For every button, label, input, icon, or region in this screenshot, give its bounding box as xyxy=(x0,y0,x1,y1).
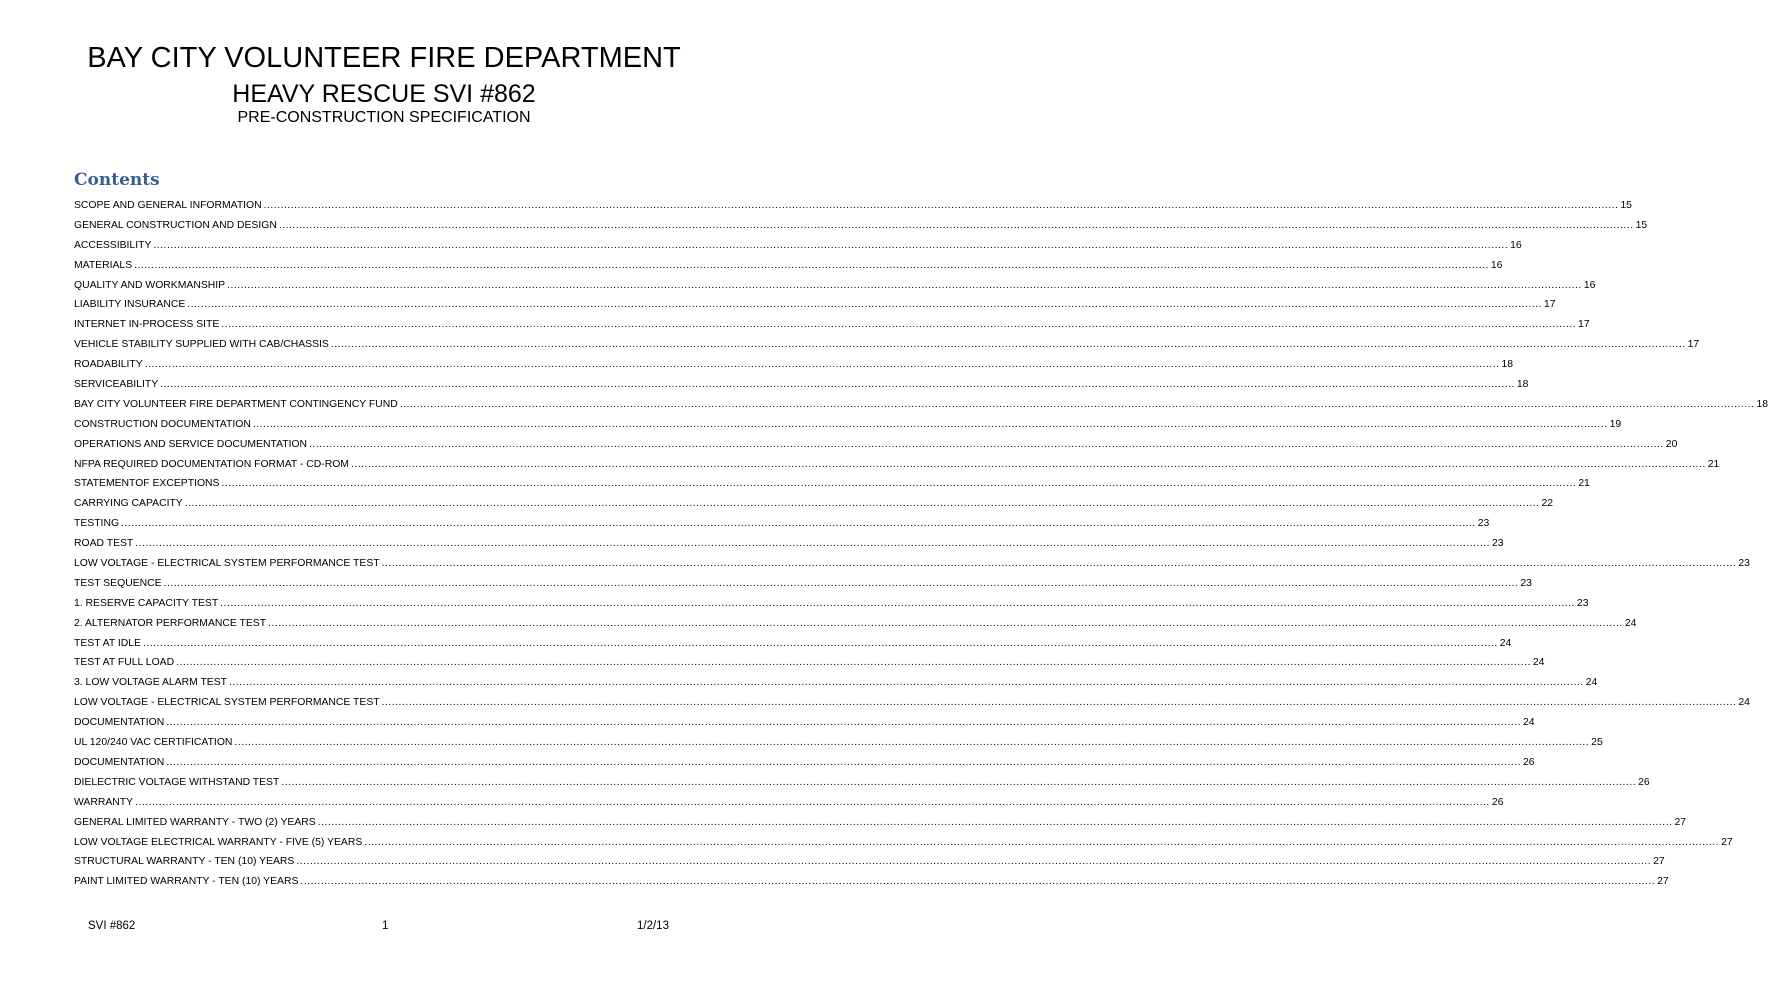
toc-entry-page: 26 xyxy=(1523,756,1535,768)
toc-leader-dots: ................................................................................................................................................................................................................................................................................................................................................................................................................ xyxy=(143,637,1498,649)
toc-entry-page: 22 xyxy=(1541,498,1554,510)
toc-entry[interactable] xyxy=(74,673,1598,693)
toc-entry-label: ACCESSIBILITY xyxy=(74,239,152,251)
toc-entry-page: 23 xyxy=(1576,597,1589,609)
toc-entry-label: WARRANTY xyxy=(74,796,134,808)
toc-leader-dots: ................................................................................................................................................................................................................................................................................................................................................................................................................ xyxy=(184,498,1540,510)
toc-entry-page: 24 xyxy=(1624,617,1637,629)
contents-heading: Contents xyxy=(74,170,160,190)
toc-entry-label: GENERAL CONSTRUCTION AND DESIGN xyxy=(74,219,277,231)
toc-leader-dots: ................................................................................................................................................................................................................................................................................................................................................................................................................ xyxy=(135,538,1491,550)
toc-entry[interactable] xyxy=(74,256,1503,276)
toc-entry-label: 2. ALTERNATOR PERFORMANCE TEST xyxy=(74,617,267,629)
toc-entry-label: SCOPE AND GENERAL INFORMATION xyxy=(74,200,262,211)
toc-entry-page: 27 xyxy=(1721,836,1733,848)
toc-entry[interactable] xyxy=(74,276,1596,296)
toc-entry-page: 18 xyxy=(1516,379,1529,391)
toc-entry-label: STATEMENTOF EXCEPTIONS xyxy=(74,478,220,490)
toc-entry[interactable] xyxy=(74,236,1522,256)
toc-entry-label: OPERATIONS AND SERVICE DOCUMENTATION xyxy=(74,438,308,450)
toc-leader-dots: ................................................................................................................................................................................................................................................................................................................................................................................................................ xyxy=(153,239,1509,251)
toc-leader-dots: ................................................................................................................................................................................................................................................................................................................................................................................................................ xyxy=(252,418,1608,430)
toc-leader-dots: ................................................................................................................................................................................................................................................................................................................................................................................................................ xyxy=(399,398,1755,410)
toc-entry-page: 23 xyxy=(1477,518,1490,530)
toc-entry-page: 18 xyxy=(1756,398,1768,410)
toc-entry-label: PAINT LIMITED WARRANTY - TEN (10) YEARS xyxy=(74,876,299,888)
toc-leader-dots: ................................................................................................................................................................................................................................................................................................................................................................................................................ xyxy=(166,756,1521,768)
toc-entry[interactable] xyxy=(74,693,1750,713)
toc-entry[interactable] xyxy=(74,594,1589,614)
toc-leader-dots: ................................................................................................................................................................................................................................................................................................................................................................................................................ xyxy=(187,299,1543,311)
toc-entry-label: ROADABILITY xyxy=(74,359,143,371)
toc-entry-label: ROAD TEST xyxy=(74,538,134,550)
toc-entry[interactable] xyxy=(74,514,1490,534)
toc-entry-page: 16 xyxy=(1490,259,1503,271)
toc-entry[interactable] xyxy=(74,773,1650,793)
toc-leader-dots: ................................................................................................................................................................................................................................................................................................................................................................................................................ xyxy=(221,319,1577,331)
toc-leader-dots: ................................................................................................................................................................................................................................................................................................................................................................................................................ xyxy=(234,737,1590,749)
toc-entry-page: 24 xyxy=(1523,717,1535,729)
toc-entry-page: 21 xyxy=(1707,458,1720,470)
toc-leader-dots: ................................................................................................................................................................................................................................................................................................................................................................................................................ xyxy=(229,677,1584,689)
toc-entry-page: 24 xyxy=(1738,697,1750,709)
table-of-contents xyxy=(74,196,1768,892)
toc-entry-label: QUALITY AND WORKMANSHIP xyxy=(74,279,226,291)
toc-leader-dots: ................................................................................................................................................................................................................................................................................................................................................................................................................ xyxy=(227,279,1582,291)
toc-entry[interactable] xyxy=(74,415,1622,435)
toc-entry[interactable] xyxy=(74,733,1603,753)
toc-entry-label: TEST AT IDLE xyxy=(74,637,141,649)
toc-entry[interactable] xyxy=(74,713,1535,733)
footer-page-number: 1 xyxy=(382,920,389,932)
toc-leader-dots: ................................................................................................................................................................................................................................................................................................................................................................................................................ xyxy=(300,876,1656,888)
toc-entry-label: INTERNET IN-PROCESS SITE xyxy=(74,319,220,331)
toc-leader-dots: ................................................................................................................................................................................................................................................................................................................................................................................................................ xyxy=(134,259,1489,271)
toc-leader-dots: ................................................................................................................................................................................................................................................................................................................................................................................................................ xyxy=(176,657,1531,669)
toc-entry[interactable] xyxy=(74,793,1504,813)
toc-entry-page: 27 xyxy=(1657,876,1669,888)
toc-entry[interactable] xyxy=(74,494,1554,514)
toc-entry-label: LOW VOLTAGE - ELECTRICAL SYSTEM PERFORMANCE TEST xyxy=(74,558,380,570)
toc-entry[interactable] xyxy=(74,295,1556,315)
department-title: BAY CITY VOLUNTEER FIRE DEPARTMENT xyxy=(87,42,681,74)
toc-leader-dots: ................................................................................................................................................................................................................................................................................................................................................................................................................ xyxy=(317,816,1673,828)
toc-entry-label: LOW VOLTAGE - ELECTRICAL SYSTEM PERFORMANCE TEST xyxy=(74,697,380,709)
toc-entry-label: SERVICEABILITY xyxy=(74,379,159,391)
toc-entry[interactable] xyxy=(74,474,1590,494)
toc-entry-label: DIELECTRIC VOLTAGE WITHSTAND TEST xyxy=(74,776,280,788)
toc-entry-page: 17 xyxy=(1544,299,1556,311)
toc-entry[interactable] xyxy=(74,813,1687,833)
toc-leader-dots: ................................................................................................................................................................................................................................................................................................................................................................................................................ xyxy=(135,796,1490,808)
toc-entry[interactable] xyxy=(74,634,1512,654)
toc-entry-page: 23 xyxy=(1492,538,1504,550)
toc-entry-page: 26 xyxy=(1491,796,1504,808)
toc-entry-label: DOCUMENTATION xyxy=(74,717,165,729)
toc-entry[interactable] xyxy=(74,395,1768,415)
toc-entry-page: 20 xyxy=(1665,438,1678,450)
toc-entry-page: 17 xyxy=(1578,319,1590,331)
toc-entry-label: VEHICLE STABILITY SUPPLIED WITH CAB/CHASSIS xyxy=(74,339,329,351)
toc-leader-dots: ................................................................................................................................................................................................................................................................................................................................................................................................................ xyxy=(166,717,1521,729)
toc-entry[interactable] xyxy=(74,574,1532,594)
toc-entry-page: 15 xyxy=(1635,219,1648,231)
toc-leader-dots: ................................................................................................................................................................................................................................................................................................................................................................................................................ xyxy=(364,836,1720,848)
toc-leader-dots: ................................................................................................................................................................................................................................................................................................................................................................................................................ xyxy=(220,597,1575,609)
toc-entry-page: 27 xyxy=(1674,816,1687,828)
toc-entry-page: 15 xyxy=(1620,200,1632,211)
toc-entry[interactable] xyxy=(74,852,1665,872)
toc-entry[interactable] xyxy=(74,355,1514,375)
toc-entry[interactable] xyxy=(74,435,1678,455)
toc-entry-page: 19 xyxy=(1609,418,1622,430)
toc-entry-page: 18 xyxy=(1501,359,1514,371)
toc-entry-page: 16 xyxy=(1510,239,1522,251)
toc-leader-dots: ................................................................................................................................................................................................................................................................................................................................................................................................................ xyxy=(309,438,1664,450)
toc-entry-label: GENERAL LIMITED WARRANTY - TWO (2) YEARS xyxy=(74,816,316,828)
toc-entry-page: 24 xyxy=(1532,657,1545,669)
toc-entry-page: 17 xyxy=(1687,339,1700,351)
toc-entry-label: LOW VOLTAGE ELECTRICAL WARRANTY - FIVE (5) YEARS xyxy=(74,836,363,848)
spec-subtitle: PRE-CONSTRUCTION SPECIFICATION xyxy=(237,109,531,126)
toc-entry[interactable] xyxy=(74,653,1545,673)
toc-entry-label: CARRYING CAPACITY xyxy=(74,498,183,510)
toc-leader-dots: ................................................................................................................................................................................................................................................................................................................................................................................................................ xyxy=(221,478,1577,490)
toc-entry[interactable] xyxy=(74,455,1720,475)
toc-leader-dots: ................................................................................................................................................................................................................................................................................................................................................................................................................ xyxy=(330,339,1686,351)
toc-entry[interactable] xyxy=(74,534,1504,554)
toc-entry-label: TEST AT FULL LOAD xyxy=(74,657,175,669)
toc-entry[interactable] xyxy=(74,614,1637,634)
toc-entry-page: 25 xyxy=(1591,737,1603,749)
toc-entry-label: 1. RESERVE CAPACITY TEST xyxy=(74,597,219,609)
toc-leader-dots: ................................................................................................................................................................................................................................................................................................................................................................................................................ xyxy=(121,518,1476,530)
toc-entry-page: 16 xyxy=(1583,279,1596,291)
toc-leader-dots: ................................................................................................................................................................................................................................................................................................................................................................................................................ xyxy=(381,697,1737,709)
toc-entry[interactable] xyxy=(74,375,1529,395)
toc-entry-page: 24 xyxy=(1499,637,1512,649)
toc-entry[interactable] xyxy=(74,196,1632,216)
toc-entry-page: 21 xyxy=(1578,478,1590,490)
toc-entry-label: TEST SEQUENCE xyxy=(74,577,162,589)
toc-leader-dots: ................................................................................................................................................................................................................................................................................................................................................................................................................ xyxy=(268,617,1623,629)
toc-entry-page: 24 xyxy=(1585,677,1598,689)
toc-entry-label: 3. LOW VOLTAGE ALARM TEST xyxy=(74,677,228,689)
vehicle-title: HEAVY RESCUE SVI #862 xyxy=(232,80,536,108)
toc-entry-page: 23 xyxy=(1738,558,1750,570)
toc-entry[interactable] xyxy=(74,315,1590,335)
toc-entry-label: UL 120/240 VAC CERTIFICATION xyxy=(74,737,233,749)
toc-leader-dots: ................................................................................................................................................................................................................................................................................................................................................................................................................ xyxy=(350,458,1706,470)
toc-entry-label: STRUCTURAL WARRANTY - TEN (10) YEARS xyxy=(74,856,295,868)
toc-entry[interactable] xyxy=(74,554,1750,574)
toc-entry-label: CONSTRUCTION DOCUMENTATION xyxy=(74,418,251,430)
toc-leader-dots: ................................................................................................................................................................................................................................................................................................................................................................................................................ xyxy=(278,219,1634,231)
toc-leader-dots: ................................................................................................................................................................................................................................................................................................................................................................................................................ xyxy=(163,577,1519,589)
toc-entry-label: LIABILITY INSURANCE xyxy=(74,299,186,311)
toc-entry[interactable] xyxy=(74,872,1669,892)
toc-entry-label: NFPA REQUIRED DOCUMENTATION FORMAT - CD-ROM xyxy=(74,458,349,470)
toc-entry-label: DOCUMENTATION xyxy=(74,756,165,768)
toc-leader-dots: ................................................................................................................................................................................................................................................................................................................................................................................................................ xyxy=(381,558,1737,570)
toc-leader-dots: ................................................................................................................................................................................................................................................................................................................................................................................................................ xyxy=(160,379,1515,391)
toc-entry[interactable] xyxy=(74,833,1733,853)
toc-leader-dots: ................................................................................................................................................................................................................................................................................................................................................................................................................ xyxy=(144,359,1500,371)
toc-entry-label: MATERIALS xyxy=(74,259,133,271)
footer-date: 1/2/13 xyxy=(637,920,669,932)
toc-leader-dots: ................................................................................................................................................................................................................................................................................................................................................................................................................ xyxy=(263,200,1619,211)
footer-document-id: SVI #862 xyxy=(88,920,136,932)
toc-leader-dots: ................................................................................................................................................................................................................................................................................................................................................................................................................ xyxy=(281,776,1637,788)
toc-entry-label: BAY CITY VOLUNTEER FIRE DEPARTMENT CONTINGENCY FUND xyxy=(74,398,398,410)
toc-entry-page: 27 xyxy=(1653,856,1665,868)
toc-entry-label: TESTING xyxy=(74,518,120,530)
toc-entry[interactable] xyxy=(74,335,1700,355)
toc-entry[interactable] xyxy=(74,216,1648,236)
toc-entry-page: 23 xyxy=(1520,577,1532,589)
toc-entry[interactable] xyxy=(74,753,1535,773)
toc-leader-dots: ................................................................................................................................................................................................................................................................................................................................................................................................................ xyxy=(296,856,1652,868)
toc-entry-page: 26 xyxy=(1638,776,1650,788)
